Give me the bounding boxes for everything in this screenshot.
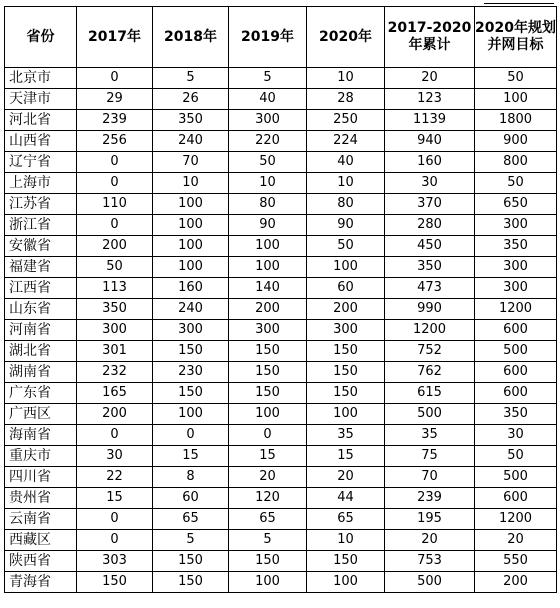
cell-y2018: 240 [153,299,229,320]
cell-y2019: 20 [229,467,307,488]
cell-cumulative: 500 [385,572,475,593]
cell-target: 30 [475,425,557,446]
cell-y2018: 230 [153,362,229,383]
cell-cumulative: 940 [385,131,475,152]
cell-y2018: 5 [153,530,229,551]
cell-y2019: 90 [229,215,307,236]
header-2018: 2018年 [153,7,229,68]
header-2017: 2017年 [77,7,153,68]
cell-y2018: 100 [153,404,229,425]
cell-y2020: 150 [307,341,385,362]
table-row [5,425,557,446]
cell-target: 900 [475,131,557,152]
cell-y2020: 300 [307,320,385,341]
cell-province: 云南省 [5,509,77,530]
cell-province: 陕西省 [5,551,77,572]
header-province: 省份 [5,7,77,68]
table-row [5,383,557,404]
cell-y2017: 0 [77,215,153,236]
cell-target: 1800 [475,110,557,131]
cell-y2017: 0 [77,530,153,551]
cell-y2018: 5 [153,68,229,89]
cell-y2019: 300 [229,320,307,341]
table-row [5,257,557,278]
cell-province: 广东省 [5,383,77,404]
cell-target: 50 [475,446,557,467]
table-row [5,131,557,152]
table-row [5,68,557,89]
cell-cumulative: 280 [385,215,475,236]
cell-y2019: 5 [229,530,307,551]
cell-y2018: 10 [153,173,229,194]
cell-cumulative: 762 [385,362,475,383]
cell-y2019: 100 [229,236,307,257]
cell-y2020: 65 [307,509,385,530]
cell-y2020: 28 [307,89,385,110]
cell-province: 河南省 [5,320,77,341]
header-row [5,7,557,68]
cell-cumulative: 195 [385,509,475,530]
cell-y2020: 150 [307,383,385,404]
cell-province: 湖南省 [5,362,77,383]
cell-target: 50 [475,173,557,194]
table-row [5,446,557,467]
cell-y2017: 165 [77,383,153,404]
cell-y2019: 140 [229,278,307,299]
table-row [5,362,557,383]
table-row [5,215,557,236]
cell-y2018: 60 [153,488,229,509]
cell-province: 山西省 [5,131,77,152]
cell-target: 1200 [475,299,557,320]
cell-y2020: 10 [307,173,385,194]
cell-y2018: 150 [153,572,229,593]
cell-y2018: 150 [153,383,229,404]
cell-target: 650 [475,194,557,215]
cell-cumulative: 473 [385,278,475,299]
cell-y2018: 70 [153,152,229,173]
cell-y2018: 15 [153,446,229,467]
cell-y2017: 232 [77,362,153,383]
cell-y2019: 100 [229,572,307,593]
cell-province: 安徽省 [5,236,77,257]
cell-y2018: 65 [153,509,229,530]
cell-target: 1200 [475,509,557,530]
cell-target: 300 [475,215,557,236]
header-target: 2020年规划并网目标 [475,7,557,68]
table-row [5,341,557,362]
cell-y2018: 350 [153,110,229,131]
cell-y2020: 150 [307,362,385,383]
cell-y2018: 26 [153,89,229,110]
cell-cumulative: 30 [385,173,475,194]
cell-y2017: 30 [77,446,153,467]
table-row [5,404,557,425]
cell-y2019: 40 [229,89,307,110]
cell-y2018: 150 [153,341,229,362]
cell-y2017: 29 [77,89,153,110]
cell-cumulative: 239 [385,488,475,509]
cell-y2020: 60 [307,278,385,299]
cell-y2020: 50 [307,236,385,257]
cell-y2019: 150 [229,362,307,383]
cell-province: 青海省 [5,572,77,593]
cell-y2019: 100 [229,404,307,425]
cell-y2017: 15 [77,488,153,509]
table-row [5,572,557,593]
table-row [5,488,557,509]
cell-y2020: 20 [307,467,385,488]
cell-province: 浙江省 [5,215,77,236]
cell-y2017: 256 [77,131,153,152]
cell-cumulative: 35 [385,425,475,446]
table-row [5,152,557,173]
cell-y2018: 150 [153,551,229,572]
cell-y2017: 110 [77,194,153,215]
cell-y2019: 150 [229,383,307,404]
cell-y2019: 10 [229,173,307,194]
cell-cumulative: 752 [385,341,475,362]
cell-y2020: 90 [307,215,385,236]
cell-y2019: 65 [229,509,307,530]
cell-y2020: 40 [307,152,385,173]
cell-cumulative: 753 [385,551,475,572]
cell-y2018: 100 [153,194,229,215]
cell-y2019: 220 [229,131,307,152]
cell-y2020: 250 [307,110,385,131]
cell-cumulative: 160 [385,152,475,173]
cell-cumulative: 350 [385,257,475,278]
cell-cumulative: 1200 [385,320,475,341]
cell-target: 600 [475,488,557,509]
cell-target: 300 [475,257,557,278]
cell-y2020: 80 [307,194,385,215]
cell-cumulative: 123 [385,89,475,110]
cell-y2017: 303 [77,551,153,572]
table-row [5,467,557,488]
cell-y2017: 350 [77,299,153,320]
clipped-caption-line [484,0,554,4]
cell-y2017: 239 [77,110,153,131]
province-data-table [4,6,557,593]
table-row [5,173,557,194]
header-2020: 2020年 [307,7,385,68]
cell-province: 北京市 [5,68,77,89]
cell-y2017: 0 [77,68,153,89]
cell-target: 50 [475,68,557,89]
cell-y2017: 300 [77,320,153,341]
cell-province: 江西省 [5,278,77,299]
cell-y2018: 100 [153,236,229,257]
cell-target: 350 [475,236,557,257]
cell-y2019: 80 [229,194,307,215]
cell-y2020: 224 [307,131,385,152]
cell-target: 300 [475,278,557,299]
cell-target: 100 [475,89,557,110]
cell-province: 山东省 [5,299,77,320]
cell-y2017: 22 [77,467,153,488]
cell-y2020: 10 [307,68,385,89]
cell-province: 河北省 [5,110,77,131]
cell-y2020: 15 [307,446,385,467]
header-2019: 2019年 [229,7,307,68]
cell-province: 上海市 [5,173,77,194]
table-row [5,299,557,320]
table-row [5,110,557,131]
cell-cumulative: 75 [385,446,475,467]
cell-y2019: 150 [229,341,307,362]
cell-y2019: 15 [229,446,307,467]
cell-y2017: 0 [77,509,153,530]
cell-y2020: 100 [307,257,385,278]
cell-y2017: 0 [77,173,153,194]
cell-y2018: 160 [153,278,229,299]
cell-province: 贵州省 [5,488,77,509]
cell-cumulative: 990 [385,299,475,320]
cell-y2017: 113 [77,278,153,299]
cell-y2017: 150 [77,572,153,593]
cell-province: 海南省 [5,425,77,446]
cell-province: 四川省 [5,467,77,488]
cell-cumulative: 20 [385,530,475,551]
cell-target: 800 [475,152,557,173]
cell-cumulative: 70 [385,467,475,488]
cell-cumulative: 500 [385,404,475,425]
cell-y2018: 0 [153,425,229,446]
cell-province: 广西区 [5,404,77,425]
cell-y2017: 200 [77,404,153,425]
cell-cumulative: 20 [385,68,475,89]
table-row [5,320,557,341]
cell-y2019: 150 [229,551,307,572]
cell-target: 500 [475,467,557,488]
cell-y2018: 100 [153,257,229,278]
table-row [5,530,557,551]
cell-province: 辽宁省 [5,152,77,173]
cell-target: 500 [475,341,557,362]
cell-y2018: 8 [153,467,229,488]
cell-y2020: 200 [307,299,385,320]
cell-y2019: 120 [229,488,307,509]
cell-y2017: 301 [77,341,153,362]
cell-cumulative: 1139 [385,110,475,131]
cell-y2019: 300 [229,110,307,131]
cell-province: 西藏区 [5,530,77,551]
cell-y2017: 50 [77,257,153,278]
cell-target: 200 [475,572,557,593]
cell-target: 550 [475,551,557,572]
cell-y2020: 100 [307,404,385,425]
cell-y2020: 100 [307,572,385,593]
cell-y2019: 0 [229,425,307,446]
cell-province: 天津市 [5,89,77,110]
cell-province: 福建省 [5,257,77,278]
table-row [5,509,557,530]
table-row [5,278,557,299]
cell-cumulative: 450 [385,236,475,257]
cell-target: 600 [475,362,557,383]
table-row [5,551,557,572]
cell-y2020: 10 [307,530,385,551]
cell-cumulative: 615 [385,383,475,404]
cell-y2019: 5 [229,68,307,89]
cell-y2018: 300 [153,320,229,341]
cell-y2019: 200 [229,299,307,320]
table-row [5,194,557,215]
header-cumulative: 2017-2020年累计 [385,7,475,68]
table-row [5,236,557,257]
cell-y2017: 0 [77,152,153,173]
cell-cumulative: 370 [385,194,475,215]
cell-province: 江苏省 [5,194,77,215]
cell-y2020: 150 [307,551,385,572]
cell-target: 600 [475,320,557,341]
cell-y2018: 240 [153,131,229,152]
cell-province: 湖北省 [5,341,77,362]
cell-y2018: 100 [153,215,229,236]
cell-y2017: 0 [77,425,153,446]
cell-target: 600 [475,383,557,404]
cell-y2020: 35 [307,425,385,446]
cell-y2017: 200 [77,236,153,257]
cell-province: 重庆市 [5,446,77,467]
table-row [5,89,557,110]
cell-target: 350 [475,404,557,425]
cell-target: 20 [475,530,557,551]
cell-y2019: 50 [229,152,307,173]
cell-y2019: 100 [229,257,307,278]
cell-y2020: 44 [307,488,385,509]
